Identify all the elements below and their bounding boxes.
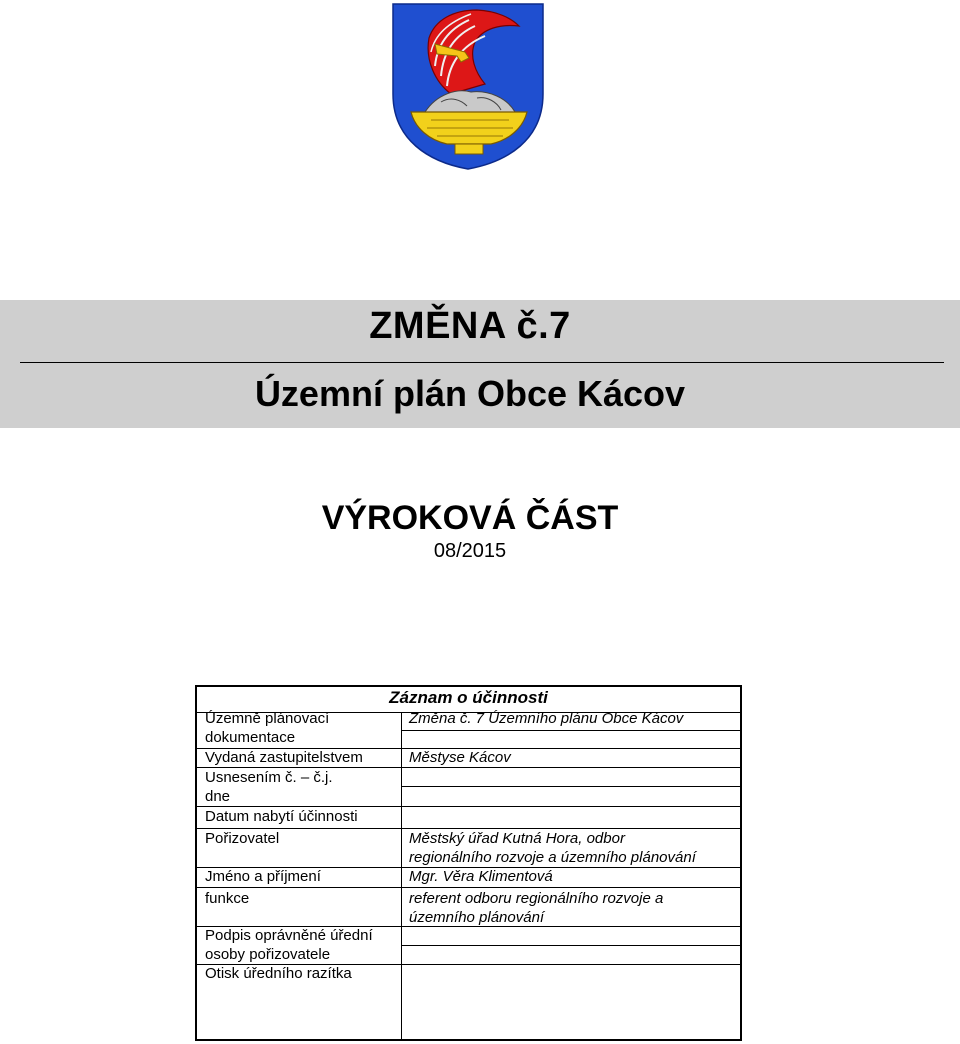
row-value-line2: územního plánování	[409, 909, 545, 926]
row-label: Územně plánovací	[205, 710, 330, 727]
row-label: Vydaná zastupitelstvem	[205, 749, 363, 766]
table-divider	[402, 786, 740, 787]
row-label: Otisk úředního razítka	[205, 965, 352, 982]
row-label: funkce	[205, 890, 250, 907]
row-label-line2: dne	[205, 788, 231, 805]
document-subtitle: Územní plán Obce Kácov	[254, 373, 686, 414]
row-value: Změna č. 7 Územního plánu Obce Kácov	[409, 710, 684, 727]
document-title: ZMĚNA č.7	[369, 305, 571, 347]
record-table	[195, 685, 742, 1041]
table-divider	[402, 730, 740, 731]
row-label: Pořizovatel	[205, 830, 280, 847]
row-label: Podpis oprávněné úřední	[205, 927, 373, 944]
table-header: Záznam o účinnosti	[389, 688, 548, 707]
table-divider	[197, 887, 740, 888]
row-value: Městský úřad Kutná Hora, odbor	[409, 830, 625, 847]
title-divider	[20, 362, 944, 363]
row-value: Mgr. Věra Klimentová	[409, 868, 553, 885]
column-divider	[401, 712, 402, 1039]
document-date: 08/2015	[433, 540, 507, 562]
row-value-line2: regionálního rozvoje a územního plánování	[409, 849, 696, 866]
section-title: VÝROKOVÁ ČÁST	[321, 499, 619, 537]
row-label-line2: dokumentace	[205, 729, 296, 746]
row-value: referent odboru regionálního rozvoje a	[409, 890, 664, 907]
coat-of-arms-icon	[391, 2, 545, 170]
row-label-line2: osoby pořizovatele	[205, 946, 331, 963]
table-divider	[402, 945, 740, 946]
row-value: Městyse Kácov	[409, 749, 511, 766]
row-label: Jméno a příjmení	[205, 868, 321, 885]
row-label: Usnesením č. – č.j.	[205, 769, 333, 786]
row-label: Datum nabytí účinnosti	[205, 808, 358, 825]
